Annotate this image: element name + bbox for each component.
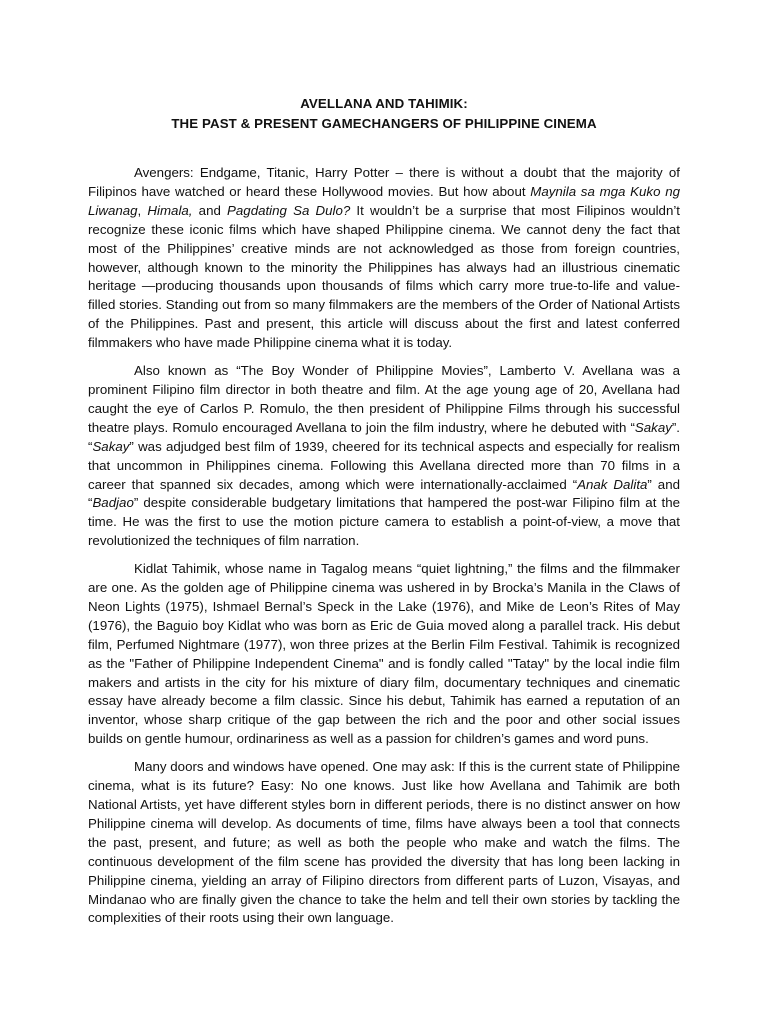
paragraph-text: ” despite considerable budgetary limitations that hampered the post-war Filipino film at the time. He was the first to use the motion picture camera to establish a point-of-view, a move that revolutionized the techniques of film narration.: [88, 495, 680, 549]
paragraph-text: ” and “: [88, 476, 680, 511]
paragraph-text: Also known as “The Boy Wonder of Philippine Movies”, Lamberto V. Avellana was a prominent Filipino film director in both theatre and film. At the age young age of 20, Avellana had caught the eye of Carlos P. Romulo, the then president of Philippine Films through his successful theatre plays. Romulo encouraged Avellana to join the film industry, where he debuted with “: [88, 363, 680, 435]
film-title: Sakay: [634, 419, 672, 435]
paragraph-conclusion: Many doors and windows have opened. One may ask: If this is the current state of Philippine cinema, what is its future? Easy: No one knows. Just like how Avellana and Tahimik are both National Artists, yet have different styles born in different periods, there is no distinct answer on how Philippine cinema will develop. As documents of time, films have always been a tool that connects the past, present, and future; as well as both the people who make and watch the films. The continuous development of the film scene has provided the diversity that has long been lacking in Philippine cinema, yielding an array of Filipino directors from different parts of Luzon, Visayas, and Mindanao who are finally given the chance to take the helm and tell their own stories by tackling the complexities of their roots using their own language.: [88, 759, 680, 926]
paragraph-text: and: [192, 202, 228, 218]
paragraph-text: ,: [137, 202, 148, 218]
film-title: Pagdating Sa Dulo?: [227, 202, 351, 218]
film-title: Himala,: [147, 202, 193, 218]
film-title: Maynila sa mga Kuko ng Liwanag: [88, 183, 680, 218]
film-title: Sakay: [92, 438, 130, 454]
paragraph-text: Avengers: Endgame, Titanic, Harry Potter – there is without a doubt that the majority of Filipinos have watched or heard these Hollywood movies. But how about: [88, 165, 680, 199]
paragraph-avellana: [88, 362, 680, 551]
film-title: Badjao: [92, 495, 134, 511]
paragraph-text: ” was adjudged best film of 1939, cheered for its technical aspects and especially for realism that uncommon in Philippines cinema. Following this Avellana directed more than 70 films in a career that spanned six decades, among which were internationally-acclaimed “: [88, 438, 680, 492]
title-line-1: AVELLANA AND TAHIMIK:: [300, 96, 468, 111]
title-line-2: THE PAST & PRESENT GAMECHANGERS OF PHILIPPINE CINEMA: [171, 116, 597, 131]
paragraph-text: It wouldn’t be a surprise that most Filipinos wouldn’t recognize these iconic films which have shaped Philippine cinema. We cannot deny the fact that most of the Philippines’ creative minds are not acknowledged as those from foreign countries, however, although known to the minority the Philippines has always had an illustrious cinematic heritage —producing thousands upon thousands of films which carry more true-to-life and value-filled stories. Standing out from so many filmmakers are the members of the Order of National Artists of the Philippines. Past and present, this article will discuss about the first and latest conferred filmmakers who have made Philippine cinema what it is today.: [88, 202, 680, 351]
paragraph-intro: [88, 164, 680, 353]
paragraph-tahimik: Kidlat Tahimik, whose name in Tagalog means “quiet lightning,” the films and the filmmaker are one. As the golden age of Philippine cinema was ushered in by Brocka’s Manila in the Claws of Neon Lights (1975), Ishmael Bernal’s Speck in the Lake (1976), and Mike de Leon’s Rites of May (1976), the Baguio boy Kidlat who was born as Eric de Guia moved along a parallel track. His debut film, Perfumed Nightmare (1977), won three prizes at the Berlin Film Festival. Tahimik is recognized as the "Father of Philippine Independent Cinema" and is fondly called "Tatay" by the local indie film makers and artists in the city for his mixture of diary film, documentary techniques and cinematic essay have already become a film classic. Since his debut, Tahimik has earned a reputation of an inventor, whose sharp critique of the gap between the rich and the poor and other social issues builds on gentle humour, ordinariness as well as a passion for children’s games and word puns.: [88, 561, 680, 747]
title-block: [88, 94, 680, 134]
film-title: Anak Dalita: [577, 476, 648, 492]
paragraph-text: ”. “: [88, 419, 680, 454]
